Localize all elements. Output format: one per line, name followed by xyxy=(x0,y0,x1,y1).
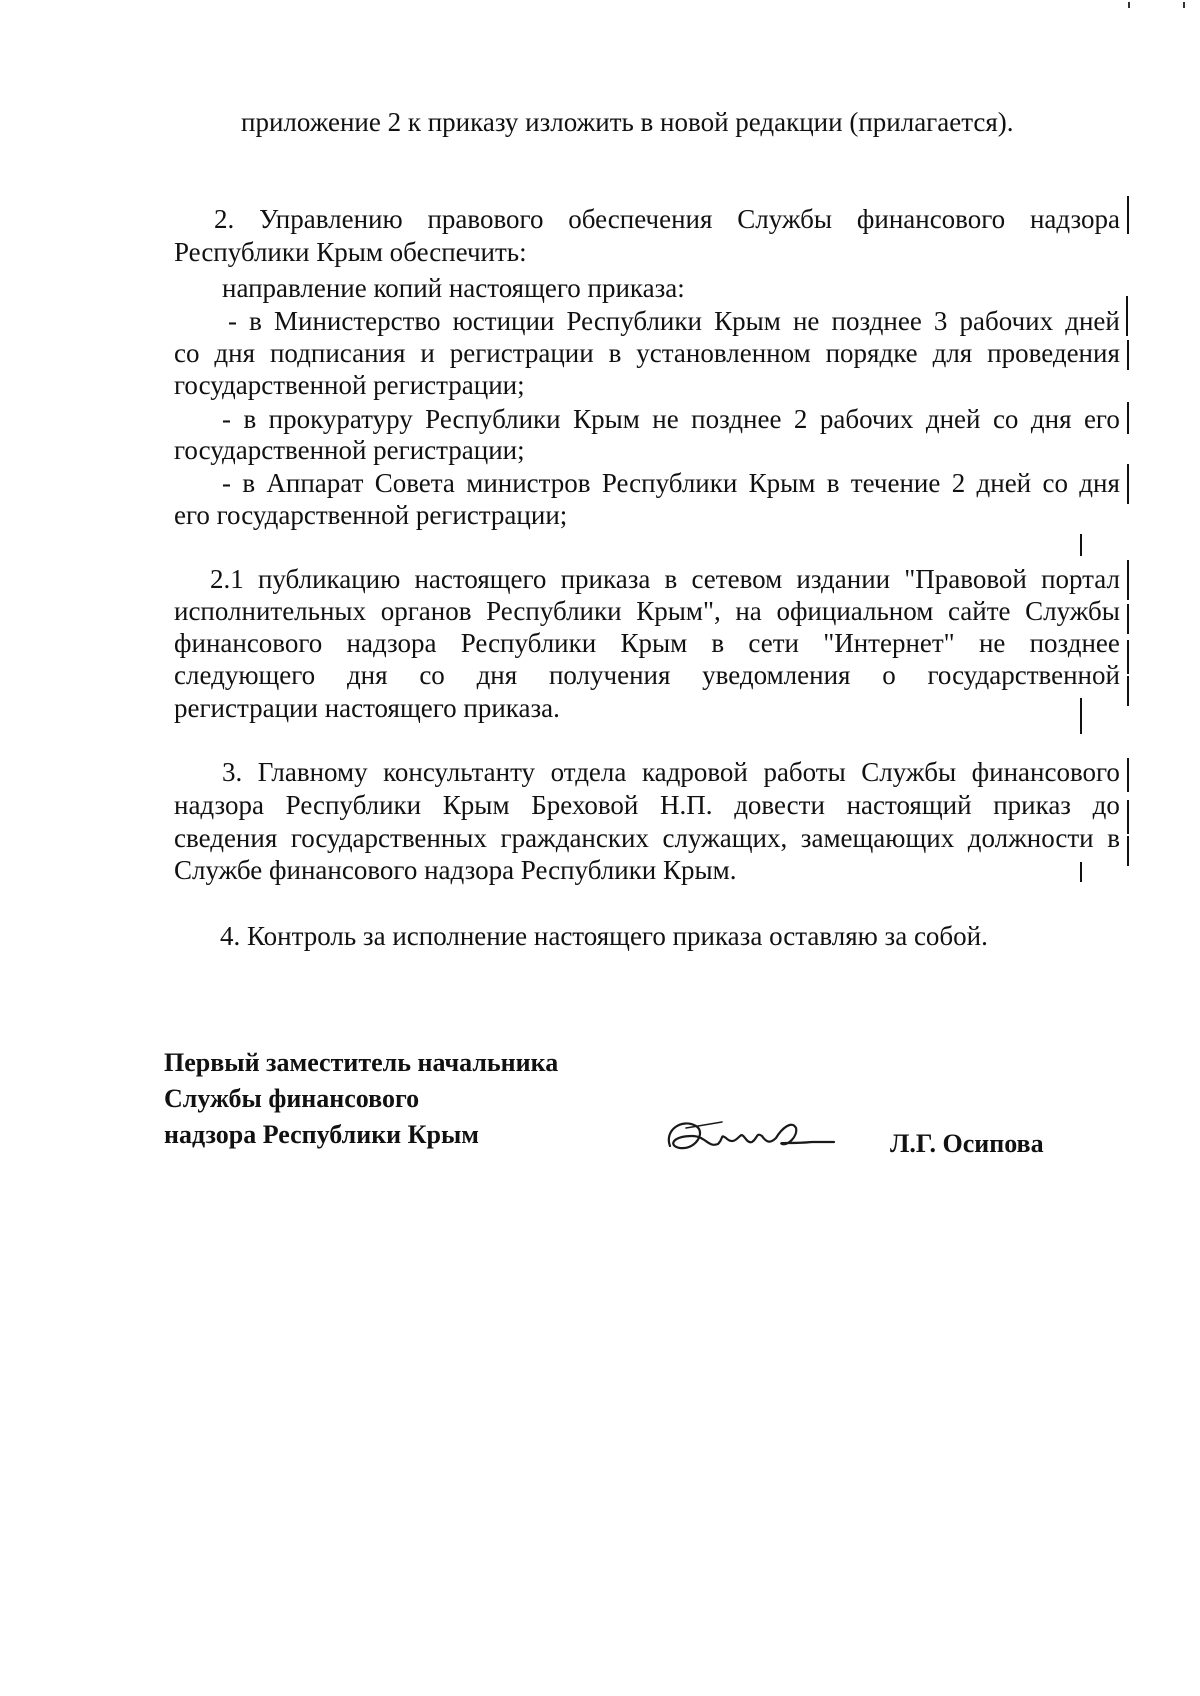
word: Крым xyxy=(714,306,781,336)
margin-mark xyxy=(1127,464,1129,504)
word: финансового xyxy=(856,204,1006,234)
word: позднее xyxy=(1029,628,1120,658)
margin-mark xyxy=(1127,676,1129,706)
word: на xyxy=(735,596,762,626)
word: не xyxy=(792,306,820,336)
margin-mark xyxy=(1127,836,1129,866)
word: о xyxy=(882,660,896,690)
word: приказа xyxy=(560,564,651,594)
word: исполнительных xyxy=(174,596,367,626)
word: Службы xyxy=(861,757,957,787)
item2-line2: Республики Крым обеспечить: xyxy=(174,237,527,267)
item21-line1 xyxy=(174,563,1120,595)
item3-line3 xyxy=(174,822,1120,854)
handwritten-signature xyxy=(662,1108,862,1168)
word: в xyxy=(249,306,262,336)
margin-mark xyxy=(1127,800,1129,834)
word: 3. xyxy=(222,757,243,787)
word: надзора xyxy=(346,628,437,658)
item3-line1 xyxy=(174,756,1120,788)
word: 2 xyxy=(951,468,966,498)
word: в xyxy=(243,404,257,434)
word: рабочих xyxy=(819,404,914,434)
word: регистрации xyxy=(449,338,594,368)
word: 3 xyxy=(933,306,948,336)
word: правового xyxy=(427,204,544,234)
word: Службы xyxy=(1025,596,1120,626)
word: кадровой xyxy=(641,757,748,787)
margin-mark xyxy=(1126,296,1128,336)
word: рабочих xyxy=(959,306,1054,336)
word: "Интернет" xyxy=(823,628,955,658)
word: приказ xyxy=(993,790,1071,820)
word: довести xyxy=(734,790,825,820)
word: Крым xyxy=(573,404,640,434)
word: течение xyxy=(850,468,941,498)
word: Республики xyxy=(566,306,702,336)
margin-mark xyxy=(1127,196,1129,234)
word: Республики xyxy=(285,790,422,820)
word: следующего xyxy=(174,660,316,690)
signer-title-line1: Первый заместитель начальника xyxy=(164,1048,559,1077)
item21-line5: регистрации настоящего приказа. xyxy=(174,693,560,723)
word: дня xyxy=(1079,468,1120,498)
word: Республики xyxy=(486,596,622,626)
word: сетевом xyxy=(691,564,783,594)
word: сайте xyxy=(947,596,1011,626)
word: 2 xyxy=(793,404,808,434)
word: должности xyxy=(967,823,1094,853)
word: в xyxy=(711,628,725,658)
item21-line2 xyxy=(174,595,1120,627)
word: дней xyxy=(1065,306,1120,336)
word: сведения xyxy=(174,823,278,853)
word: министров xyxy=(466,468,591,498)
item2-bullet1-line1 xyxy=(174,305,1120,337)
word: прокуратуру xyxy=(268,404,413,434)
item2-line1 xyxy=(174,203,1120,235)
word: Республики xyxy=(425,404,561,434)
word: в xyxy=(664,564,678,594)
word: позднее xyxy=(691,404,782,434)
word: дней xyxy=(976,468,1032,498)
word: не xyxy=(652,404,679,434)
item21-line4 xyxy=(174,659,1120,691)
word: настоящего xyxy=(414,564,547,594)
margin-mark xyxy=(1080,534,1082,556)
margin-mark xyxy=(1127,604,1129,634)
word: со xyxy=(1042,468,1068,498)
word: Крым xyxy=(442,790,510,820)
word: Аппарат xyxy=(266,468,364,498)
word: надзора xyxy=(1029,204,1120,234)
word: государственной xyxy=(927,660,1120,690)
word: органов xyxy=(380,596,472,626)
margin-mark xyxy=(1127,758,1129,792)
word: порядке xyxy=(825,338,918,368)
margin-mark xyxy=(1127,640,1129,674)
word: в xyxy=(1107,823,1120,853)
signer-name: Л.Г. Осипова xyxy=(890,1129,1044,1158)
word: уведомления xyxy=(702,660,851,690)
item2-bullet1-line3: государственной регистрации; xyxy=(174,370,525,400)
word: дня xyxy=(476,660,518,690)
scan-speck xyxy=(1183,2,1185,8)
scan-speck xyxy=(1128,2,1130,8)
word: до xyxy=(1092,790,1120,820)
word: Совета xyxy=(374,468,455,498)
word: дня xyxy=(1030,404,1072,434)
word: дня xyxy=(346,660,388,690)
word: Службы xyxy=(737,204,833,234)
word: юстиции xyxy=(452,306,555,336)
word: служащих, xyxy=(662,823,788,853)
word: отдела xyxy=(550,757,627,787)
word: Крым", xyxy=(636,596,721,626)
word: портал xyxy=(1041,564,1120,594)
word: издании xyxy=(796,564,891,594)
word: государственных xyxy=(290,823,487,853)
word: замещающих xyxy=(800,823,955,853)
item3-line4: Службе финансового надзора Республики Крым. xyxy=(174,855,737,885)
margin-mark xyxy=(1127,340,1129,370)
item2-line3: направление копий настоящего приказа: xyxy=(222,273,685,303)
word: Республики xyxy=(601,468,738,498)
margin-mark xyxy=(1127,560,1129,600)
word: Крым xyxy=(748,468,816,498)
word: Бреховой xyxy=(531,790,639,820)
word: в xyxy=(608,338,622,368)
word: установленном xyxy=(636,338,811,368)
word: со xyxy=(174,338,200,368)
item2-bullet2-line2: государственной регистрации; xyxy=(174,435,525,465)
word: обеспечения xyxy=(568,204,713,234)
item3-line2 xyxy=(174,789,1120,821)
word: финансового xyxy=(971,757,1120,787)
word: Крым xyxy=(620,628,688,658)
word: в xyxy=(242,468,256,498)
word: 2.1 xyxy=(210,564,244,594)
item2-bullet3-line2: его государственной регистрации; xyxy=(174,500,568,530)
word: - xyxy=(222,468,231,498)
word: и xyxy=(420,338,435,368)
word: официальном xyxy=(776,596,934,626)
word: дней xyxy=(925,404,981,434)
word: подписания xyxy=(269,338,406,368)
item2-bullet3-line1 xyxy=(174,467,1120,499)
word: надзора xyxy=(174,790,264,820)
item2-bullet1-line2 xyxy=(174,337,1120,369)
word: сети xyxy=(748,628,799,658)
word: позднее xyxy=(831,306,922,336)
word: Республики xyxy=(460,628,597,658)
item4-line: 4. Контроль за исполнение настоящего приказа оставляю за собой. xyxy=(220,921,988,951)
word: со xyxy=(419,660,445,690)
item21-line3 xyxy=(174,627,1120,659)
word: "Правовой xyxy=(904,564,1027,594)
word: Н.П. xyxy=(660,790,713,820)
word: не xyxy=(978,628,1006,658)
word: со xyxy=(992,404,1019,434)
word: настоящий xyxy=(846,790,972,820)
word: проведения xyxy=(987,338,1120,368)
word: публикацию xyxy=(257,564,401,594)
word: Управлению xyxy=(259,204,403,234)
word: работы xyxy=(763,757,846,787)
word: для xyxy=(932,338,973,368)
signer-title-line3: надзора Республики Крым xyxy=(164,1120,479,1149)
word: гражданских xyxy=(500,823,649,853)
signer-title-line2: Службы финансового xyxy=(164,1084,420,1113)
intro-line: приложение 2 к приказу изложить в новой редакции (прилагается). xyxy=(241,107,1014,137)
word: консультанту xyxy=(383,757,536,787)
word: - xyxy=(228,306,237,336)
word: получения xyxy=(548,660,671,690)
word: 2. xyxy=(214,204,235,234)
word: Министерство xyxy=(274,306,441,336)
word: финансового xyxy=(174,628,323,658)
margin-mark xyxy=(1080,698,1082,734)
margin-mark xyxy=(1127,402,1129,434)
word: дня xyxy=(214,338,256,368)
margin-mark xyxy=(1080,862,1082,882)
word: - xyxy=(222,404,231,434)
item2-bullet2-line1 xyxy=(174,403,1120,435)
word: Главному xyxy=(257,757,368,787)
word: его xyxy=(1083,404,1120,434)
word: в xyxy=(826,468,840,498)
